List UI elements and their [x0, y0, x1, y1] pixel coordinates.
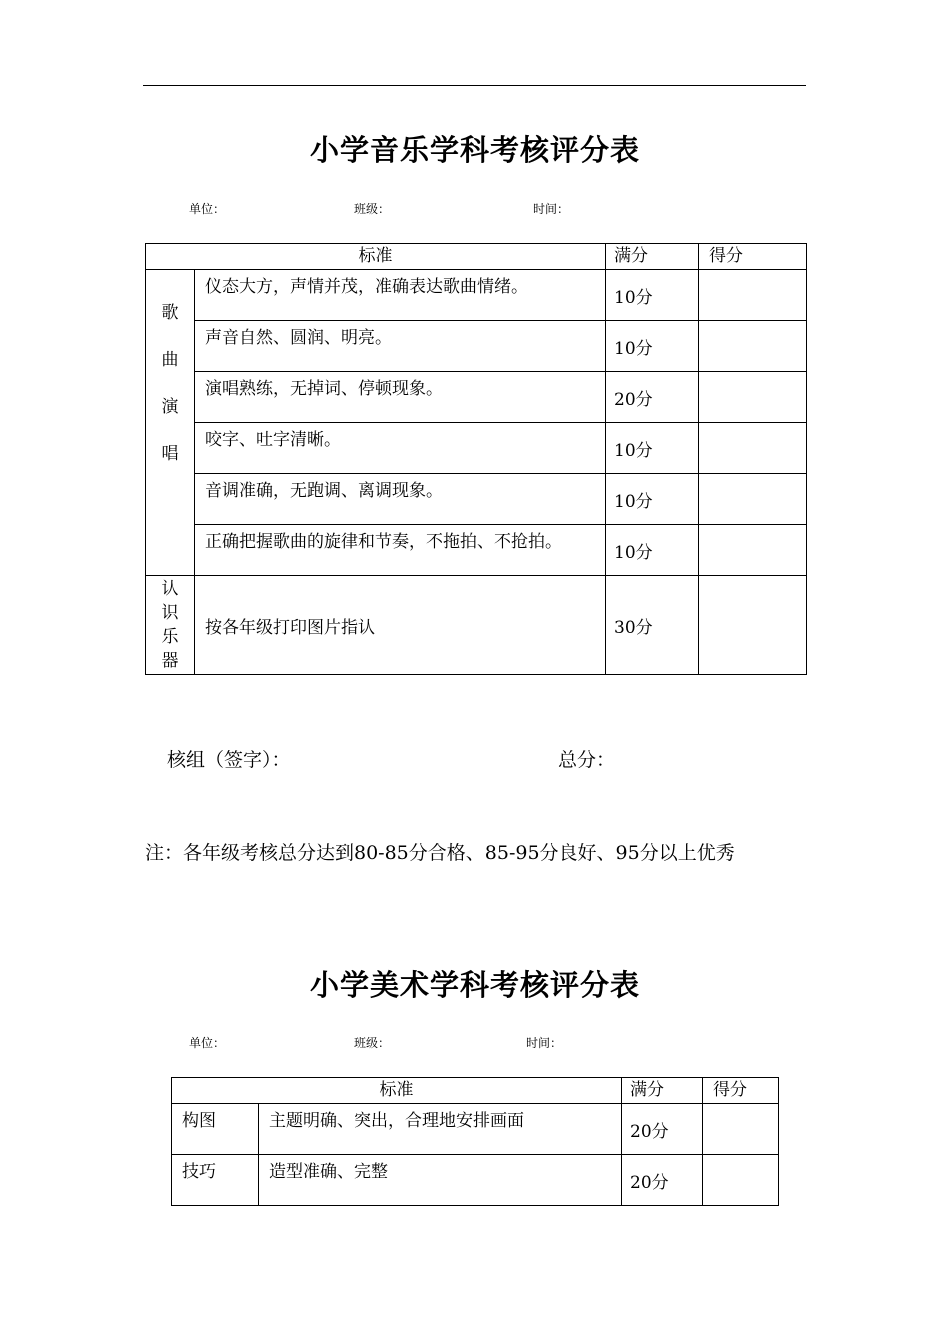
- score-cell[interactable]: [703, 1155, 779, 1206]
- table-row: [146, 270, 807, 321]
- music-time-label: 时间：: [533, 202, 570, 216]
- art-time-label: 时间：: [526, 1036, 563, 1050]
- table-row: [146, 321, 807, 372]
- table-header-row: [146, 244, 807, 270]
- points-cell: 10分: [606, 321, 699, 372]
- category-cell: 技巧: [172, 1155, 259, 1206]
- art-unit-label: 单位：: [189, 1036, 226, 1050]
- criterion-cell: 正确把握歌曲的旋律和节奏，不拖拍、不抢拍。: [195, 525, 606, 576]
- points-cell: 10分: [606, 423, 699, 474]
- table-row: [146, 423, 807, 474]
- music-class-label: 班级：: [354, 202, 391, 216]
- music-unit-label: 单位：: [189, 202, 226, 216]
- points-cell: 10分: [606, 474, 699, 525]
- table-row: [146, 576, 807, 675]
- category-char: 演: [161, 397, 179, 417]
- art-class-label: 班级：: [354, 1036, 391, 1050]
- category-cell: 构图: [172, 1104, 259, 1155]
- category-char: 乐: [161, 627, 179, 647]
- score-cell[interactable]: [699, 270, 807, 321]
- score-cell[interactable]: [699, 576, 807, 675]
- header-full-score: 满分: [622, 1078, 703, 1104]
- points-cell: 10分: [606, 270, 699, 321]
- table-row: [172, 1104, 779, 1155]
- header-score: 得分: [703, 1078, 779, 1104]
- header-standard: 标准: [172, 1078, 622, 1104]
- points-cell: 10分: [606, 525, 699, 576]
- header-standard: 标准: [146, 244, 606, 270]
- table-row: [172, 1155, 779, 1206]
- category-char: 曲: [161, 350, 179, 370]
- grading-note: 注：各年级考核总分达到80-85分合格、85-95分良好、95分以上优秀: [145, 842, 735, 864]
- art-title: 小学美术学科考核评分表: [309, 968, 640, 1002]
- category-char: 唱: [161, 444, 179, 464]
- criterion-cell: 咬字、吐字清晰。: [195, 423, 606, 474]
- score-cell[interactable]: [703, 1104, 779, 1155]
- criterion-cell: 造型准确、完整: [259, 1155, 622, 1206]
- header-full-score: 满分: [606, 244, 699, 270]
- table-row: [146, 372, 807, 423]
- table-row: [146, 525, 807, 576]
- category-char: 器: [161, 651, 179, 671]
- criterion-cell: 主题明确、突出，合理地安排画面: [259, 1104, 622, 1155]
- table-row: [146, 474, 807, 525]
- score-cell[interactable]: [699, 474, 807, 525]
- score-cell[interactable]: [699, 372, 807, 423]
- category-instruments: [146, 576, 195, 675]
- score-cell[interactable]: [699, 525, 807, 576]
- music-title: 小学音乐学科考核评分表: [309, 133, 640, 167]
- points-cell: 20分: [606, 372, 699, 423]
- score-cell[interactable]: [699, 321, 807, 372]
- criterion-cell: 音调准确，无跑调、离调现象。: [195, 474, 606, 525]
- category-singing: [146, 270, 195, 576]
- criterion-cell: 声音自然、圆润、明亮。: [195, 321, 606, 372]
- criterion-cell: 仪态大方，声情并茂，准确表达歌曲情绪。: [195, 270, 606, 321]
- category-char: 认: [161, 579, 179, 599]
- points-cell: 30分: [606, 576, 699, 675]
- table-header-row: [172, 1078, 779, 1104]
- criterion-cell: 按各年级打印图片指认: [195, 576, 606, 675]
- header-score: 得分: [699, 244, 807, 270]
- score-cell[interactable]: [699, 423, 807, 474]
- points-cell: 20分: [622, 1155, 703, 1206]
- category-char: 歌: [161, 303, 179, 323]
- total-label: 总分：: [558, 749, 616, 771]
- signature-label: 核组（签字）：: [167, 749, 291, 771]
- category-char: 识: [161, 603, 179, 623]
- header-rule: [143, 85, 806, 86]
- points-cell: 20分: [622, 1104, 703, 1155]
- music-score-table: [145, 243, 807, 675]
- criterion-cell: 演唱熟练，无掉词、停顿现象。: [195, 372, 606, 423]
- art-score-table: [171, 1077, 779, 1206]
